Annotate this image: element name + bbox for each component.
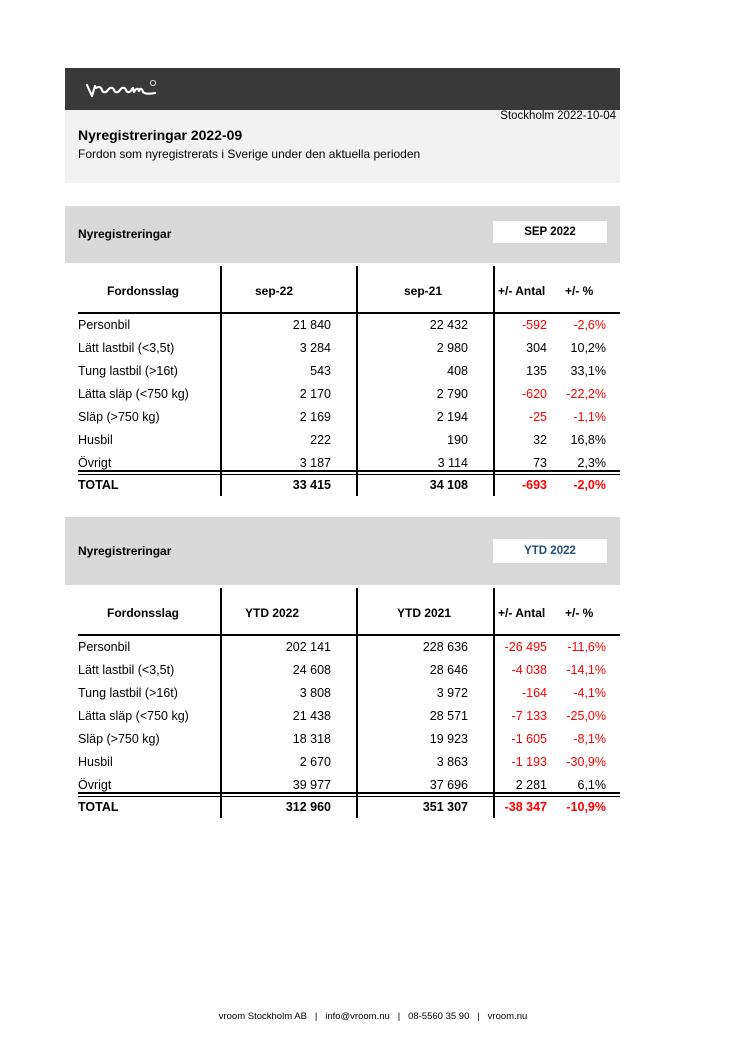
diff-value: 2 281 <box>515 778 547 792</box>
previous-value: 3 863 <box>436 755 468 769</box>
current-value: 3 284 <box>299 341 331 355</box>
current-value: 21 840 <box>292 318 331 332</box>
col-header-previous: sep-21 <box>404 284 443 298</box>
table-row <box>65 406 620 429</box>
diff-value: -38 347 <box>504 800 547 814</box>
table-row <box>65 337 620 360</box>
row-label: Lätta släp (<750 kg) <box>78 709 189 723</box>
previous-value: 351 307 <box>422 800 468 814</box>
pct-value: 16,8% <box>570 433 606 447</box>
pct-value: -10,9% <box>566 800 606 814</box>
row-label: Tung lastbil (>16t) <box>78 364 178 378</box>
month-section-label: Nyregistreringar <box>78 227 172 241</box>
col-header-pct: +/- % <box>565 284 594 298</box>
table-row <box>65 705 620 728</box>
current-value: 202 141 <box>285 640 331 654</box>
diff-value: -592 <box>521 318 547 332</box>
previous-value: 408 <box>447 364 468 378</box>
diff-value: -25 <box>528 410 547 424</box>
pct-value: 10,2% <box>570 341 606 355</box>
total-row <box>65 474 620 497</box>
current-value: 312 960 <box>285 800 331 814</box>
col-header-current: sep-22 <box>255 284 294 298</box>
current-value: 21 438 <box>292 709 331 723</box>
previous-value: 228 636 <box>422 640 468 654</box>
row-label: Övrigt <box>78 456 112 470</box>
previous-value: 2 790 <box>436 387 468 401</box>
table-row <box>65 429 620 452</box>
row-label: Lätt lastbil (<3,5t) <box>78 341 175 355</box>
date-line: Stockholm 2022-10-04 <box>500 110 616 122</box>
total-row <box>65 796 620 819</box>
current-value: 18 318 <box>292 732 331 746</box>
table-row <box>65 636 620 659</box>
report-title: Nyregistreringar 2022-09 <box>78 127 243 143</box>
current-value: 2 170 <box>299 387 331 401</box>
current-value: 33 415 <box>292 478 331 492</box>
month-section-header <box>65 206 620 263</box>
pct-value: -25,0% <box>566 709 606 723</box>
previous-value: 3 114 <box>437 456 468 470</box>
ytd-period-badge: YTD 2022 <box>493 539 607 563</box>
diff-value: 32 <box>533 433 547 447</box>
table-row <box>65 751 620 774</box>
vroom-logo <box>83 76 193 102</box>
previous-value: 22 432 <box>429 318 468 332</box>
pct-value: 6,1% <box>577 778 606 792</box>
pct-value: -4,1% <box>573 686 606 700</box>
row-label: Husbil <box>78 755 113 769</box>
diff-value: -164 <box>521 686 547 700</box>
table-row <box>65 383 620 406</box>
col-header-diff: +/- Antal <box>498 606 546 620</box>
report-subtitle: Fordon som nyregistrerats i Sverige under den aktuella perioden <box>78 147 421 161</box>
col-header-previous: YTD 2021 <box>397 606 452 620</box>
row-label: Tung lastbil (>16t) <box>78 686 178 700</box>
previous-value: 37 696 <box>429 778 468 792</box>
row-label: Lätt lastbil (<3,5t) <box>78 663 175 677</box>
ytd-section-label: Nyregistreringar <box>78 544 172 558</box>
diff-value: 73 <box>533 456 547 470</box>
table-row <box>65 728 620 751</box>
col-header-type: Fordonsslag <box>107 606 180 620</box>
diff-value: -1 605 <box>511 732 547 746</box>
previous-value: 28 571 <box>429 709 468 723</box>
table-row <box>65 360 620 383</box>
previous-value: 19 923 <box>429 732 468 746</box>
table-row <box>65 314 620 337</box>
pct-value: -2,0% <box>573 478 606 492</box>
pct-value: -22,2% <box>566 387 606 401</box>
current-value: 2 670 <box>299 755 331 769</box>
report-header <box>65 110 620 183</box>
current-value: 3 187 <box>299 456 331 470</box>
pct-value: -14,1% <box>566 663 606 677</box>
previous-value: 28 646 <box>429 663 468 677</box>
current-value: 24 608 <box>292 663 331 677</box>
diff-value: -1 193 <box>511 755 547 769</box>
current-value: 2 169 <box>299 410 331 424</box>
diff-value: -620 <box>521 387 547 401</box>
previous-value: 3 972 <box>436 686 468 700</box>
row-label: TOTAL <box>78 478 119 492</box>
diff-value: -7 133 <box>511 709 547 723</box>
footer-contact: vroom Stockholm AB | info@vroom.nu | 08-5560 35 90 | vroom.nu <box>218 1011 528 1022</box>
table-row <box>65 682 620 705</box>
col-header-pct: +/- % <box>565 606 594 620</box>
month-period-badge: SEP 2022 <box>493 221 607 243</box>
total-rule <box>78 792 620 797</box>
pct-value: -30,9% <box>566 755 606 769</box>
ytd-section-header <box>65 517 620 585</box>
row-label: Lätta släp (<750 kg) <box>78 387 189 401</box>
previous-value: 2 980 <box>436 341 468 355</box>
row-label: Släp (>750 kg) <box>78 410 160 424</box>
pct-value: -1,1% <box>573 410 606 424</box>
table-row <box>65 659 620 682</box>
current-value: 543 <box>310 364 331 378</box>
diff-value: -4 038 <box>511 663 547 677</box>
current-value: 39 977 <box>292 778 331 792</box>
row-label: Personbil <box>78 640 131 654</box>
row-label: Personbil <box>78 318 131 332</box>
pct-value: -11,6% <box>567 640 606 654</box>
row-label: Övrigt <box>78 778 112 792</box>
total-rule <box>78 470 620 475</box>
diff-value: -693 <box>521 478 547 492</box>
top-bar <box>65 68 620 110</box>
previous-value: 190 <box>447 433 468 447</box>
current-value: 222 <box>310 433 331 447</box>
diff-value: -26 495 <box>504 640 547 654</box>
row-label: TOTAL <box>78 800 119 814</box>
col-header-current: YTD 2022 <box>245 606 300 620</box>
month-table <box>65 263 620 503</box>
pct-value: -8,1% <box>573 732 606 746</box>
pct-value: 2,3% <box>577 456 606 470</box>
previous-value: 34 108 <box>429 478 468 492</box>
col-header-diff: +/- Antal <box>498 284 546 298</box>
pct-value: 33,1% <box>570 364 606 378</box>
diff-value: 304 <box>526 341 547 355</box>
row-label: Husbil <box>78 433 113 447</box>
col-header-type: Fordonsslag <box>107 284 180 298</box>
row-label: Släp (>750 kg) <box>78 732 160 746</box>
ytd-table <box>65 585 620 825</box>
diff-value: 135 <box>526 364 547 378</box>
previous-value: 2 194 <box>436 410 468 424</box>
pct-value: -2,6% <box>573 318 606 332</box>
current-value: 3 808 <box>299 686 331 700</box>
